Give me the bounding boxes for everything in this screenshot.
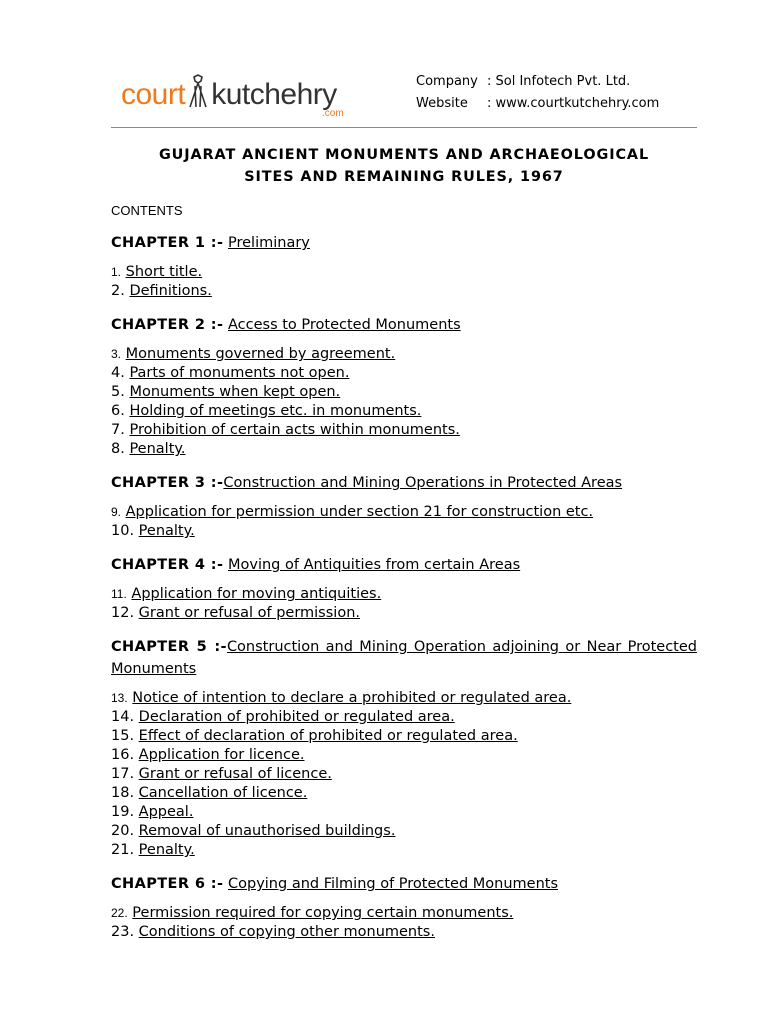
item-link[interactable]: Penalty. bbox=[138, 523, 195, 539]
item-link[interactable]: Removal of unauthorised buildings. bbox=[138, 823, 396, 839]
item-link[interactable]: Penalty. bbox=[129, 441, 186, 457]
chapter-4-items bbox=[111, 585, 697, 623]
item-number: 11. bbox=[111, 587, 127, 601]
list-item bbox=[111, 345, 697, 364]
list-item bbox=[111, 784, 697, 803]
chapter-2-link[interactable]: Access to Protected Monuments bbox=[228, 317, 461, 333]
item-number: 22. bbox=[111, 906, 128, 920]
item-number: 23. bbox=[111, 924, 135, 940]
list-item bbox=[111, 364, 697, 383]
logo-text-kutchehry: kutchehry bbox=[211, 78, 337, 111]
chapter-6-items bbox=[111, 904, 697, 942]
item-link[interactable]: Declaration of prohibited or regulated area. bbox=[138, 709, 455, 725]
item-link[interactable]: Application for licence. bbox=[138, 747, 305, 763]
page-header bbox=[0, 0, 768, 128]
website-label: Website bbox=[416, 96, 468, 111]
list-item bbox=[111, 765, 697, 784]
chapter-label: CHAPTER 1 :- bbox=[111, 235, 224, 251]
list-item bbox=[111, 727, 697, 746]
contents-label: CONTENTS bbox=[111, 203, 183, 218]
item-link[interactable]: Application for moving antiquities. bbox=[131, 586, 382, 602]
list-item bbox=[111, 923, 697, 942]
item-link[interactable]: Short title. bbox=[125, 264, 203, 280]
list-item bbox=[111, 383, 697, 402]
item-number: 13. bbox=[111, 691, 128, 705]
chapter-label: CHAPTER 2 :- bbox=[111, 317, 224, 333]
item-number: 9. bbox=[111, 505, 122, 519]
item-link[interactable]: Holding of meetings etc. in monuments. bbox=[129, 403, 422, 419]
item-number: 16. bbox=[111, 747, 135, 763]
item-link[interactable]: Notice of intention to declare a prohibited or regulated area. bbox=[132, 690, 572, 706]
item-number: 3. bbox=[111, 347, 122, 361]
logo-dotcom: .com bbox=[322, 108, 344, 119]
chapter-label: CHAPTER 5 :- bbox=[111, 639, 227, 655]
chapter-4-link[interactable]: Moving of Antiquities from certain Areas bbox=[228, 557, 521, 573]
chapter-3-link[interactable]: Construction and Mining Operations in Protected Areas bbox=[223, 475, 623, 491]
chapter-1-items bbox=[111, 263, 697, 301]
chapter-3-heading bbox=[111, 472, 697, 494]
chapter-6-link[interactable]: Copying and Filming of Protected Monuments bbox=[228, 876, 559, 892]
item-number: 6. bbox=[111, 403, 125, 419]
list-item bbox=[111, 440, 697, 459]
item-link[interactable]: Cancellation of licence. bbox=[138, 785, 308, 801]
item-number: 2. bbox=[111, 283, 125, 299]
list-item bbox=[111, 503, 697, 522]
item-number: 18. bbox=[111, 785, 135, 801]
header-divider bbox=[111, 127, 697, 128]
item-link[interactable]: Conditions of copying other monuments. bbox=[138, 924, 435, 940]
document-body bbox=[111, 144, 697, 942]
item-number: 4. bbox=[111, 365, 125, 381]
chapter-5-link[interactable]: Construction and Mining Operation adjoining or Near Protected Monuments bbox=[111, 639, 697, 677]
title-line-2: SITES AND REMAINING RULES, 1967 bbox=[244, 169, 564, 185]
chapter-2-heading bbox=[111, 314, 697, 336]
list-item bbox=[111, 604, 697, 623]
item-number: 10. bbox=[111, 523, 135, 539]
list-item bbox=[111, 282, 697, 301]
list-item bbox=[111, 708, 697, 727]
item-number: 15. bbox=[111, 728, 135, 744]
chapter-label: CHAPTER 4 :- bbox=[111, 557, 224, 573]
item-number: 5. bbox=[111, 384, 125, 400]
item-number: 17. bbox=[111, 766, 135, 782]
item-number: 12. bbox=[111, 605, 135, 621]
chapter-3-items bbox=[111, 503, 697, 541]
chapter-6-heading bbox=[111, 873, 697, 895]
logo-text-court: court bbox=[121, 78, 186, 111]
chapter-5-heading bbox=[111, 636, 697, 680]
item-link[interactable]: Penalty. bbox=[138, 842, 195, 858]
list-item bbox=[111, 841, 697, 860]
list-item bbox=[111, 421, 697, 440]
item-link[interactable]: Appeal. bbox=[138, 804, 194, 820]
item-link[interactable]: Permission required for copying certain monuments. bbox=[132, 905, 514, 921]
chapter-5-items bbox=[111, 689, 697, 860]
item-link[interactable]: Definitions. bbox=[129, 283, 212, 299]
item-link[interactable]: Prohibition of certain acts within monuments. bbox=[129, 422, 460, 438]
chapter-4-heading bbox=[111, 554, 697, 576]
item-number: 8. bbox=[111, 441, 125, 457]
list-item bbox=[111, 263, 697, 282]
company-value: : Sol Infotech Pvt. Ltd. bbox=[487, 74, 631, 89]
list-item bbox=[111, 402, 697, 421]
title-line-1: GUJARAT ANCIENT MONUMENTS AND ARCHAEOLOGICAL bbox=[158, 147, 650, 163]
item-number: 7. bbox=[111, 422, 125, 438]
list-item bbox=[111, 746, 697, 765]
item-link[interactable]: Monuments governed by agreement. bbox=[125, 346, 396, 362]
list-item bbox=[111, 585, 697, 604]
chapter-1-link[interactable]: Preliminary bbox=[228, 235, 310, 251]
lawyer-figure-icon bbox=[185, 74, 211, 108]
list-item bbox=[111, 689, 697, 708]
chapter-label: CHAPTER 3 :- bbox=[111, 475, 224, 491]
list-item bbox=[111, 822, 697, 841]
list-item bbox=[111, 904, 697, 923]
item-link[interactable]: Application for permission under section 21 for construction etc. bbox=[125, 504, 594, 520]
company-row bbox=[416, 71, 659, 93]
list-item bbox=[111, 803, 697, 822]
item-number: 19. bbox=[111, 804, 135, 820]
website-row bbox=[416, 93, 659, 115]
item-number: 21. bbox=[111, 842, 135, 858]
chapter-1-heading bbox=[111, 232, 697, 254]
item-number: 20. bbox=[111, 823, 135, 839]
item-link[interactable]: Grant or refusal of permission. bbox=[138, 605, 360, 621]
courtkutchehry-logo[interactable] bbox=[121, 74, 344, 124]
list-item bbox=[111, 522, 697, 541]
item-link[interactable]: Monuments when kept open. bbox=[129, 384, 341, 400]
chapter-2-items bbox=[111, 345, 697, 459]
item-link[interactable]: Parts of monuments not open. bbox=[129, 365, 350, 381]
chapter-label: CHAPTER 6 :- bbox=[111, 876, 224, 892]
company-label: Company bbox=[416, 74, 478, 89]
item-link[interactable]: Grant or refusal of licence. bbox=[138, 766, 332, 782]
item-number: 1. bbox=[111, 265, 122, 279]
website-value[interactable]: : www.courtkutchehry.com bbox=[487, 96, 660, 111]
item-number: 14. bbox=[111, 709, 135, 725]
company-info bbox=[416, 71, 659, 115]
item-link[interactable]: Effect of declaration of prohibited or regulated area. bbox=[138, 728, 518, 744]
document-title bbox=[111, 144, 697, 188]
